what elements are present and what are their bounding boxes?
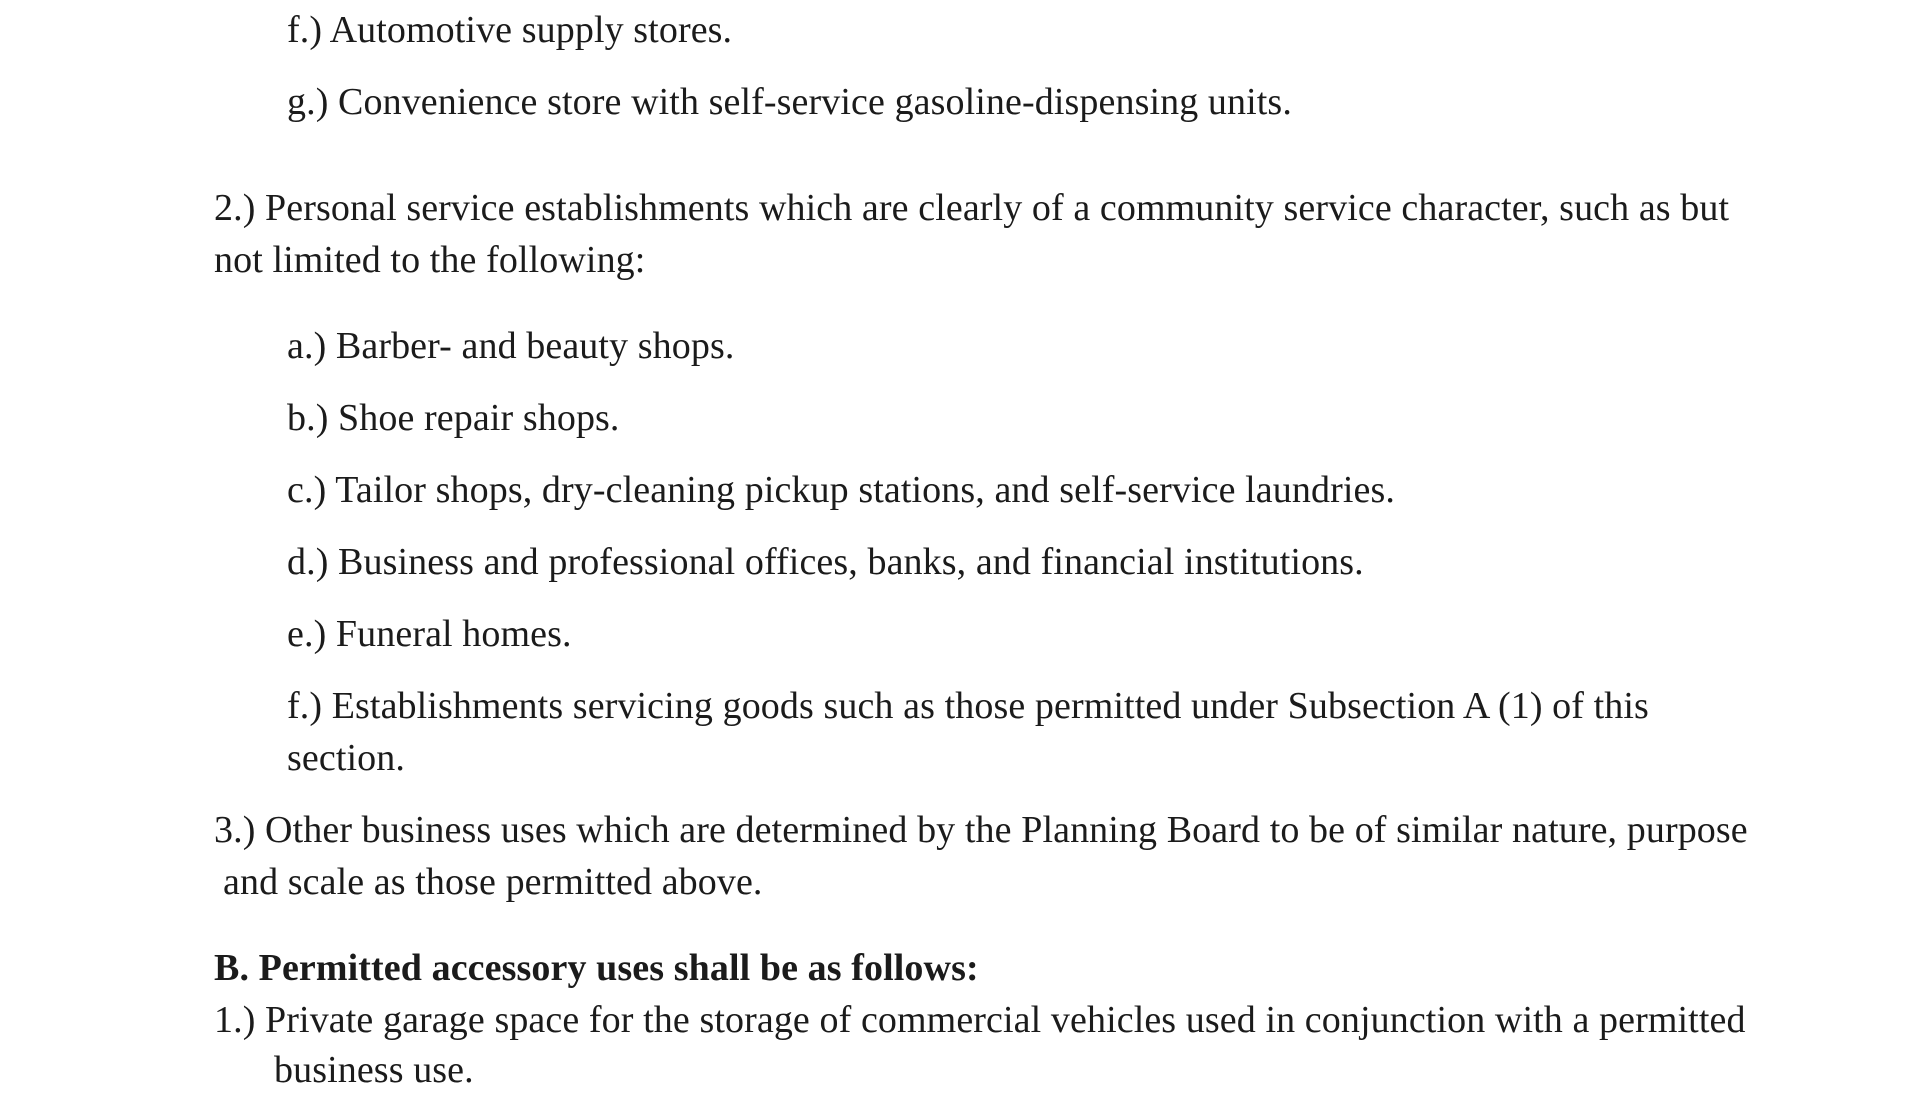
- list-item-business-offices: d.) Business and professional offices, banks, and financial institutions.: [287, 541, 1364, 583]
- list-item-shoe-repair: b.) Shoe repair shops.: [287, 397, 620, 439]
- list-item-funeral-homes: e.) Funeral homes.: [287, 613, 572, 655]
- section-b-item1-line2: business use.: [274, 1049, 474, 1091]
- list-item-automotive-supply: f.) Automotive supply stores.: [287, 9, 733, 51]
- list-item-establishments-servicing-line1: f.) Establishments servicing goods such as those permitted under Subsection A (1) of this: [287, 685, 1649, 727]
- list-item-tailor-shops: c.) Tailor shops, dry-cleaning pickup stations, and self-service laundries.: [287, 469, 1395, 511]
- list-item-convenience-store: g.) Convenience store with self-service gasoline-dispensing units.: [287, 81, 1292, 123]
- section-b-heading: B. Permitted accessory uses shall be as follows:: [214, 947, 979, 989]
- paragraph-other-uses-line2: and scale as those permitted above.: [223, 861, 763, 903]
- list-item-establishments-servicing-line2: section.: [287, 737, 405, 779]
- paragraph-personal-service-line1: 2.) Personal service establishments which are clearly of a community service character, such as but: [214, 187, 1730, 229]
- paragraph-other-uses-line1: 3.) Other business uses which are determined by the Planning Board to be of similar nature, purpose: [214, 809, 1748, 851]
- section-b-item1-line1: 1.) Private garage space for the storage of commercial vehicles used in conjunction with a permitted: [214, 999, 1746, 1041]
- list-item-barber-beauty: a.) Barber- and beauty shops.: [287, 325, 735, 367]
- paragraph-personal-service-line2: not limited to the following:: [214, 239, 646, 281]
